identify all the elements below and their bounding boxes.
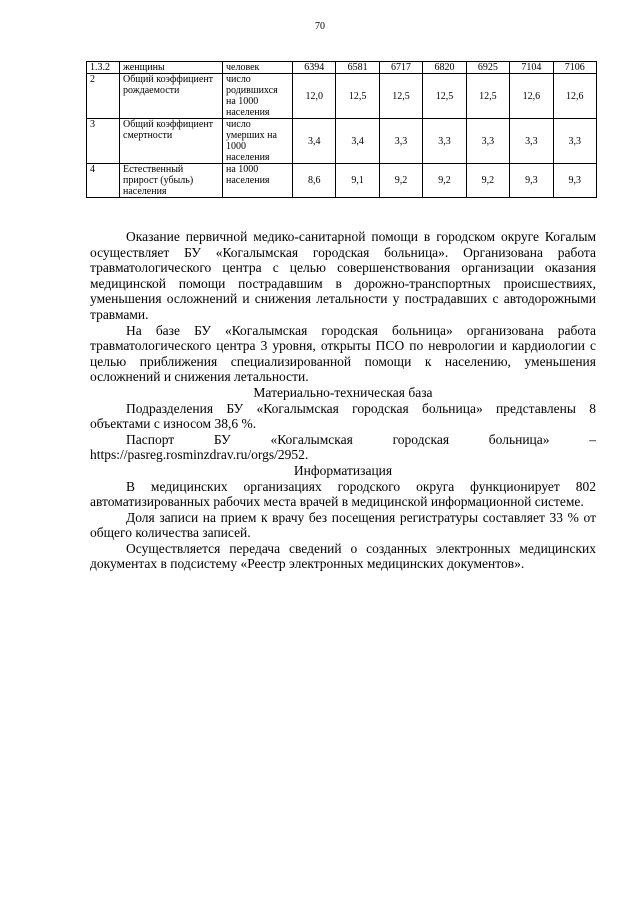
paragraph-passport: Паспорт БУ «Когалымская городская больница» – https://pasreg.rosminzdrav.ru/orgs/2952. xyxy=(90,431,596,463)
indicator-name-cell: Общий коэффициент смертности xyxy=(120,119,223,164)
unit-cell: на 1000 населения xyxy=(223,164,293,198)
value-cell: 6581 xyxy=(336,62,379,74)
indicator-name-cell: женщины xyxy=(120,62,223,74)
paragraph-workstations: В медицинских организациях городского округа функционирует 802 автоматизированных рабочих места врачей в медицинской информационной системе. xyxy=(90,478,596,510)
paragraph-primary-care: Оказание первичной медико-санитарной помощи в городском округе Когалым осуществляет БУ «Когалымская городская больница». Организована работа травматологического центра с целью совершенствования организации оказания медицинской помощи пострадавшим в дорожно-транспортных происшествиях, уменьшения осложнений и снижения летальности у пострадавших с автодорожными травмами. xyxy=(90,229,596,322)
indicator-name-cell: Общий коэффициент рождаемости xyxy=(120,74,223,119)
row-code-cell: 2 xyxy=(87,74,120,119)
value-cell: 12,5 xyxy=(466,74,509,119)
value-cell: 12,5 xyxy=(423,74,466,119)
value-cell: 12,5 xyxy=(336,74,379,119)
statistics-table xyxy=(86,61,597,198)
value-cell: 6820 xyxy=(423,62,466,74)
section-heading-material-base: Материально-техническая база xyxy=(253,384,433,400)
value-cell: 6925 xyxy=(466,62,509,74)
value-cell: 9,2 xyxy=(379,164,422,198)
paragraph-online-appointments: Доля записи на прием к врачу без посещения регистратуры составляет 33 % от общего количества записей. xyxy=(90,509,596,541)
unit-cell: число родившихся на 1000 населения xyxy=(223,74,293,119)
value-cell: 3,4 xyxy=(336,119,379,164)
paragraph-electronic-documents: Осуществляется передача сведений о созданных электронных медицинских документах в подсистему «Реестр электронных медицинских документов». xyxy=(90,540,596,572)
value-cell: 9,3 xyxy=(510,164,553,198)
value-cell: 12,6 xyxy=(510,74,553,119)
value-cell: 3,3 xyxy=(466,119,509,164)
table-row xyxy=(87,62,597,74)
paragraph-facilities: Подразделения БУ «Когалымская городская больница» представлены 8 объектами с износом 38,6 %. xyxy=(90,400,596,432)
table-row xyxy=(87,119,597,164)
value-cell: 12,0 xyxy=(293,74,336,119)
unit-cell: число умерших на 1000 населения xyxy=(223,119,293,164)
value-cell: 7104 xyxy=(510,62,553,74)
table-body xyxy=(87,62,597,198)
row-code-cell: 1.3.2 xyxy=(87,62,120,74)
value-cell: 8,6 xyxy=(293,164,336,198)
page-number: 70 xyxy=(315,21,325,32)
value-cell: 6394 xyxy=(293,62,336,74)
value-cell: 6717 xyxy=(379,62,422,74)
value-cell: 9,3 xyxy=(553,164,596,198)
value-cell: 9,1 xyxy=(336,164,379,198)
value-cell: 3,3 xyxy=(553,119,596,164)
row-code-cell: 4 xyxy=(87,164,120,198)
value-cell: 7106 xyxy=(553,62,596,74)
value-cell: 9,2 xyxy=(423,164,466,198)
value-cell: 12,6 xyxy=(553,74,596,119)
table-row xyxy=(87,74,597,119)
value-cell: 3,3 xyxy=(379,119,422,164)
paragraph-trauma-center: На базе БУ «Когалымская городская больница» организована работа травматологического центра 3 уровня, открыты ПСО по неврологии и кардиологии с целью приближения специализированной помощи к населению, уменьшения осложнений и снижения летальности. xyxy=(90,322,596,385)
indicator-name-cell: Естественный прирост (убыль) населения xyxy=(120,164,223,198)
unit-cell: человек xyxy=(223,62,293,74)
table-row xyxy=(87,164,597,198)
value-cell: 9,2 xyxy=(466,164,509,198)
value-cell: 3,4 xyxy=(293,119,336,164)
value-cell: 12,5 xyxy=(379,74,422,119)
document-body xyxy=(90,229,596,572)
value-cell: 3,3 xyxy=(423,119,466,164)
value-cell: 3,3 xyxy=(510,119,553,164)
section-heading-informatization: Информатизация xyxy=(293,462,393,478)
row-code-cell: 3 xyxy=(87,119,120,164)
